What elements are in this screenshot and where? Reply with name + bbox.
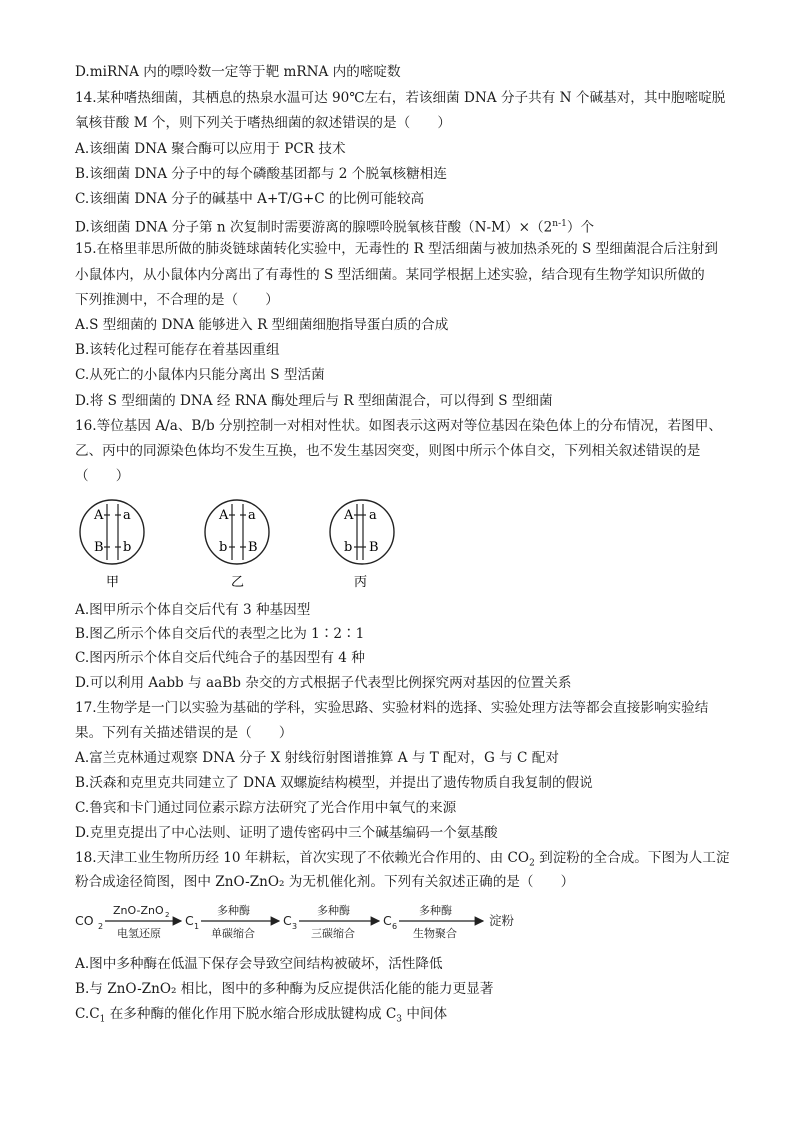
question-17-option-b: B.沃森和克里克共同建立了 DNA 双螺旋结构模型，并提出了遗传物质自我复制的假说 [75, 775, 593, 791]
question-18-stem: 18.天津工业生物所历经 10 年耕耘，首次实现了不依赖光合作用的、由 $CO_2$ 到淀粉的全合成。下图为人工淀 [75, 850, 730, 869]
question-16-option-c: C.图丙所示个体自交后代纯合子的基因型有 4 种 [75, 650, 365, 666]
question-17-option-c: C.鲁宾和卡门通过同位素示踪方法研究了光合作用中氧气的来源 [75, 800, 457, 816]
c6-label: C [383, 913, 392, 928]
c1-label: C [185, 913, 194, 928]
question-16-stem: 16.等位基因 A/a、B/b 分别控制一对相对性状。如图表示这两对等位基因在染色体上的分布情况，若图甲、 [75, 418, 722, 434]
c3-label: C [283, 913, 292, 928]
question-18-option-a: A.图中多种酶在低温下保存会导致空间结构被破坏，活性降低 [75, 956, 443, 972]
gene-label: a [123, 508, 131, 523]
gene-label: b [123, 540, 132, 555]
step1-catalyst-sub: 2 [165, 911, 170, 919]
gene-label: a [248, 508, 256, 523]
question-14-option-d: D.该细菌 DNA 分子第 n 次复制时需要游离的腺嘌呤脱氧核苷酸$(N-M)\times(2^{n-1})$个 [75, 219, 595, 236]
gene-label: A [344, 508, 354, 523]
cell-bing [330, 500, 394, 590]
question-16-option-d: D.可以利用 Aabb 与 aaBb 杂交的方式根据子代表型比例探究两对基因的位置关系 [75, 675, 572, 691]
question-14-stem: 14.某种嗜热细菌，其栖息的热泉水温可达 90℃左右，若该细菌 DNA 分子共有 N 个碱基对，其中胞嘧啶脱 [75, 90, 726, 106]
question-16-stem-cont2: （ ） [75, 468, 130, 484]
step3-process: 三碳缩合 [311, 927, 355, 940]
question-16-option-a: A.图甲所示个体自交后代有 3 种基因型 [75, 602, 311, 618]
option-d-prev: D.miRNA 内的嘌呤数一定等于靶 mRNA 内的嘧啶数 [75, 64, 401, 80]
co2-subscript: 2 [98, 922, 104, 931]
c3-subscript: 3 [292, 922, 298, 931]
question-16-option-b: B.图乙所示个体自交后代的表型之比为 1∶2∶1 [75, 626, 365, 642]
question-18-option-c: $C.C_1$ 在多种酶的催化作用下脱水缩合形成肽键构成 $C_3$ 中间体 [75, 1006, 448, 1025]
gene-label: B [248, 540, 258, 555]
step4-enzyme: 多种酶 [419, 904, 452, 917]
c1-subscript: 1 [194, 922, 200, 931]
question-15-stem: 15.在格里菲思所做的肺炎链球菌转化实验中，无毒性的 R 型活细菌与被加热杀死的 S 型细菌混合后注射到 [75, 241, 718, 257]
c6-subscript: 6 [392, 922, 398, 931]
starch-label: 淀粉 [489, 913, 515, 928]
question-15-stem-cont: 小鼠体内，从小鼠体内分离出了有毒性的 S 型活细菌。某同学根据上述实验，结合现有生物学知识所做的 [75, 267, 705, 283]
gene-label: B [369, 540, 379, 555]
gene-label: A [94, 508, 104, 523]
question-14-option-b: B.该细菌 DNA 分子中的每个磷酸基团都与 2 个脱氧核糖相连 [75, 166, 447, 182]
step4-process: 生物聚合 [413, 927, 457, 940]
cell-jia [80, 500, 144, 590]
question-14-option-c: C.该细菌 DNA 分子的碱基中 A+T/G+C 的比例可能较高 [75, 191, 425, 207]
figure-caption: 乙 [231, 575, 245, 590]
co2-label: CO [75, 913, 94, 928]
question-17-stem: 17.生物学是一门以实验为基础的学科，实验思路、实验材料的选择、实验处理方法等都会直接影响实验结 [75, 700, 709, 716]
question-18-stem-cont: 粉合成途径简图，图中 ZnO-ZnO₂ 为无机催化剂。下列有关叙述正确的是（ ） [75, 874, 575, 890]
gene-label: B [94, 540, 104, 555]
figure-caption: 丙 [354, 575, 368, 590]
question-15-option-d: D.将 S 型细菌的 DNA 经 RNA 酶处理后与 R 型细菌混合，可以得到 S 型细菌 [75, 393, 553, 409]
chromosome-figure [75, 494, 435, 594]
gene-label: b [344, 540, 353, 555]
question-15-option-c: C.从死亡的小鼠体内只能分离出 S 型活菌 [75, 367, 325, 383]
question-16-stem-cont: 乙、丙中的同源染色体均不发生互换，也不发生基因突变，则图中所示个体自交，下列相关叙述错误的是 [75, 443, 701, 459]
question-15-stem-cont2: 下列推测中，不合理的是（ ） [75, 292, 279, 308]
step1-catalyst: ZnO-ZnO [113, 904, 164, 917]
step2-process: 单碳缩合 [211, 927, 255, 940]
gene-label: a [369, 508, 377, 523]
question-15-option-a: A.S 型细菌的 DNA 能够进入 R 型细菌细胞指导蛋白质的合成 [75, 317, 449, 333]
starch-synthesis-pathway [75, 899, 595, 943]
gene-label: b [219, 540, 228, 555]
step3-enzyme: 多种酶 [317, 904, 350, 917]
question-17-stem-cont: 果。下列有关描述错误的是（ ） [75, 725, 293, 741]
question-18-option-b: B.与 ZnO-ZnO₂ 相比，图中的多种酶为反应提供活化能的能力更显著 [75, 981, 494, 997]
step2-enzyme: 多种酶 [217, 904, 250, 917]
question-17-option-a: A.富兰克林通过观察 DNA 分子 X 射线衍射图谱推算 A 与 T 配对，G 与 C 配对 [75, 750, 559, 766]
question-14-option-a: A.该细菌 DNA 聚合酶可以应用于 PCR 技术 [75, 141, 346, 157]
gene-label: A [219, 508, 229, 523]
cell-yi [205, 500, 269, 590]
step1-process: 电氢还原 [117, 927, 161, 940]
figure-caption: 甲 [106, 575, 120, 590]
question-15-option-b: B.该转化过程可能存在着基因重组 [75, 342, 280, 358]
question-14-stem-cont: 氧核苷酸 M 个，则下列关于嗜热细菌的叙述错误的是（ ） [75, 115, 451, 131]
question-17-option-d: D.克里克提出了中心法则、证明了遗传密码中三个碱基编码一个氨基酸 [75, 825, 498, 841]
